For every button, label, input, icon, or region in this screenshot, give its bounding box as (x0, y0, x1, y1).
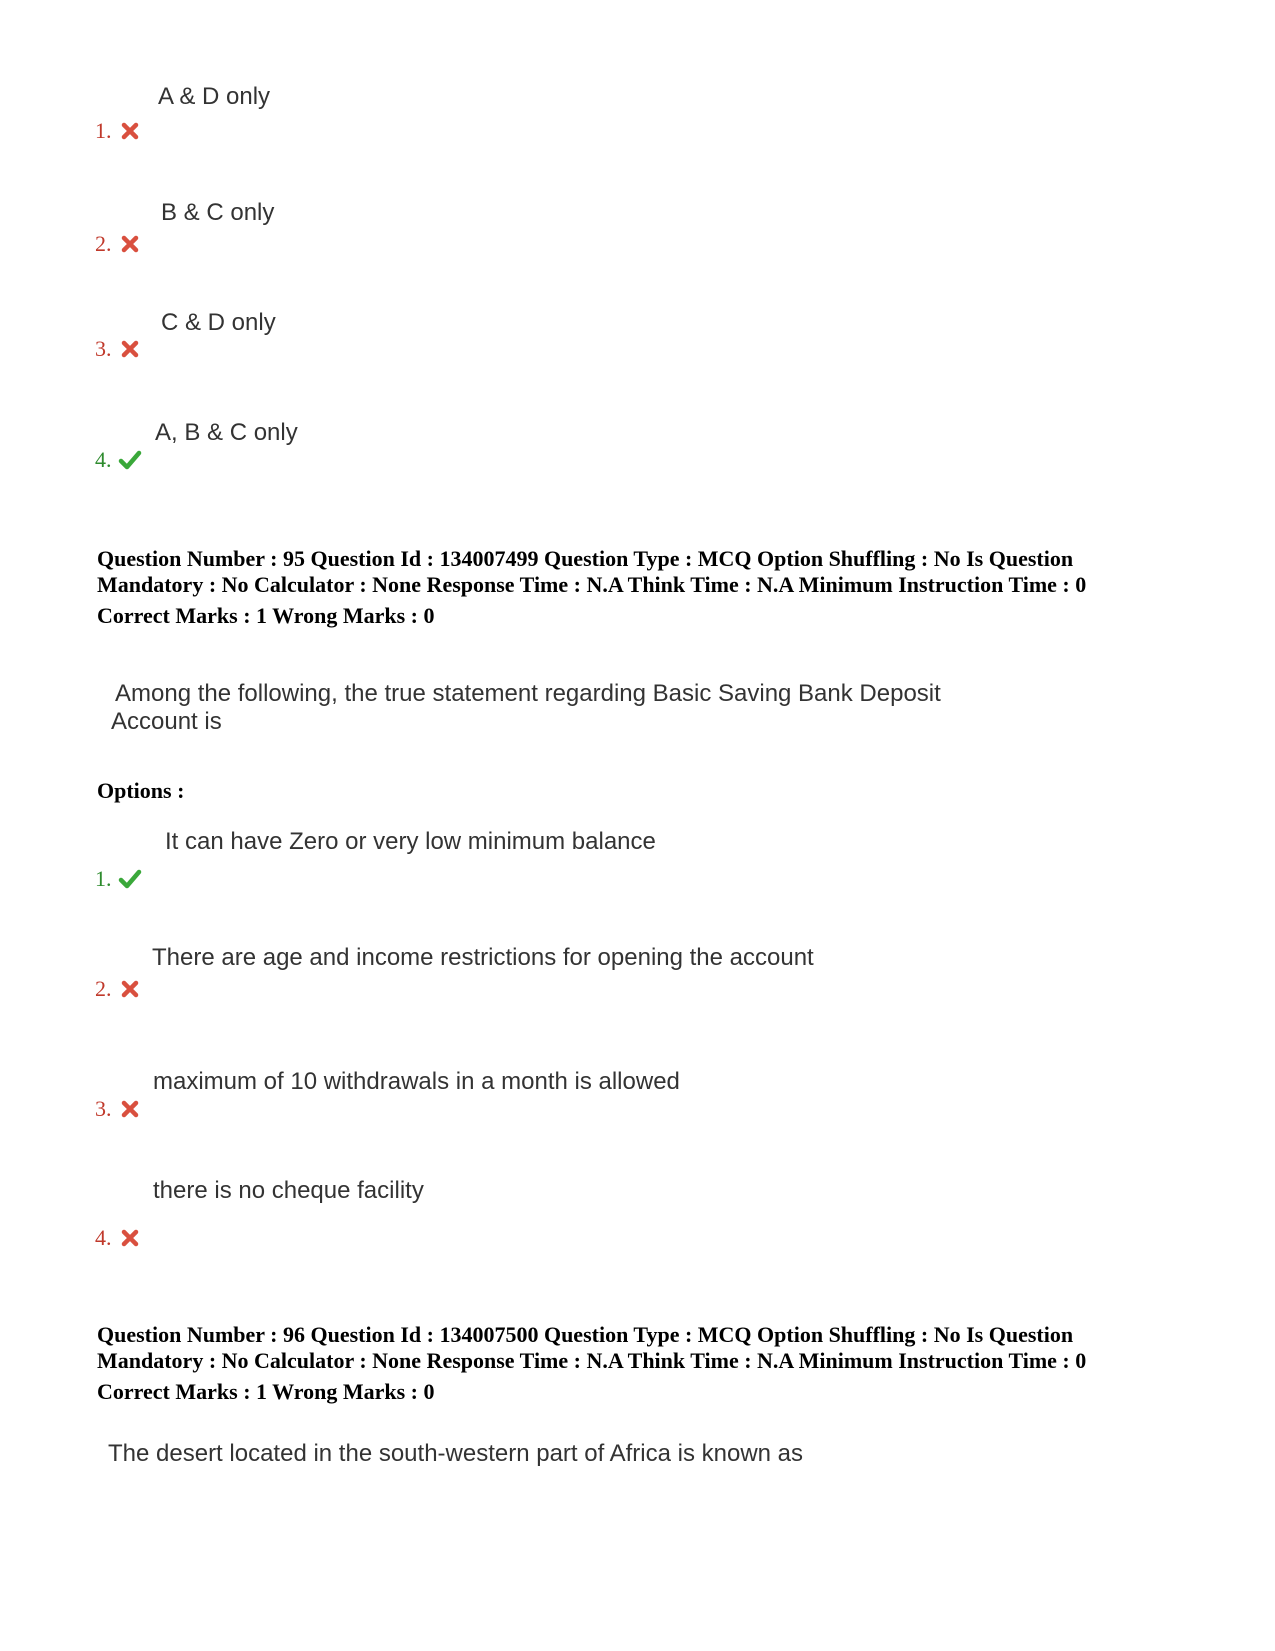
check-icon (118, 867, 142, 891)
cross-icon (118, 1226, 142, 1250)
q95-option-2 (95, 944, 1195, 1014)
cross-icon (118, 337, 142, 361)
option-marker (95, 976, 142, 1002)
option-number: 3. (95, 336, 112, 361)
prev-option-4 (95, 416, 1195, 486)
prev-option-2 (95, 196, 1195, 266)
cross-icon (118, 119, 142, 143)
option-number: 1. (95, 866, 112, 891)
option-marker (95, 447, 142, 473)
option-text: A & D only (158, 83, 271, 110)
option-text: There are age and income restrictions for opening the account (152, 944, 814, 971)
q95-option-3 (95, 1068, 1195, 1138)
question-meta-96 (97, 1322, 1217, 1405)
option-text: A, B & C only (155, 419, 298, 446)
check-icon (118, 448, 142, 472)
prev-option-3 (95, 306, 1195, 376)
option-number: 4. (95, 1225, 112, 1250)
option-number: 1. (95, 118, 112, 143)
option-marker (95, 231, 142, 257)
question-text-95 (111, 680, 941, 736)
meta-line: Mandatory : No Calculator : None Response Time : N.A Think Time : N.A Minimum Instruction Time : 0 (97, 572, 1087, 597)
question-line: Account is (111, 708, 222, 735)
question-meta-95 (97, 546, 1217, 629)
option-marker (95, 1225, 142, 1251)
marks-line: Correct Marks : 1 Wrong Marks : 0 (97, 1379, 435, 1404)
meta-line: Mandatory : No Calculator : None Response Time : N.A Think Time : N.A Minimum Instruction Time : 0 (97, 1348, 1087, 1373)
question-line: Among the following, the true statement regarding Basic Saving Bank Deposit (115, 680, 941, 707)
q95-option-4 (95, 1177, 1195, 1257)
option-number: 2. (95, 231, 112, 256)
option-text: C & D only (161, 309, 276, 336)
options-label: Options : (97, 778, 185, 803)
option-number: 2. (95, 976, 112, 1001)
option-marker (95, 336, 142, 362)
option-number: 3. (95, 1096, 112, 1121)
meta-line: Question Number : 95 Question Id : 134007499 Question Type : MCQ Option Shuffling : No Is Question (97, 546, 1074, 571)
option-number: 4. (95, 447, 112, 472)
meta-line: Question Number : 96 Question Id : 134007500 Question Type : MCQ Option Shuffling : No Is Question (97, 1322, 1074, 1347)
question-text-96 (108, 1440, 803, 1468)
option-marker (95, 866, 142, 892)
option-marker (95, 1096, 142, 1122)
option-text: maximum of 10 withdrawals in a month is allowed (153, 1068, 680, 1095)
option-marker (95, 118, 142, 144)
option-text: It can have Zero or very low minimum balance (165, 828, 656, 855)
cross-icon (118, 1097, 142, 1121)
prev-option-1 (95, 80, 1195, 150)
option-text: there is no cheque facility (153, 1177, 424, 1204)
cross-icon (118, 232, 142, 256)
option-text: B & C only (161, 199, 275, 226)
marks-line: Correct Marks : 1 Wrong Marks : 0 (97, 603, 435, 628)
q95-option-1 (95, 828, 1195, 898)
question-line: The desert located in the south-western part of Africa is known as (108, 1440, 804, 1467)
cross-icon (118, 977, 142, 1001)
